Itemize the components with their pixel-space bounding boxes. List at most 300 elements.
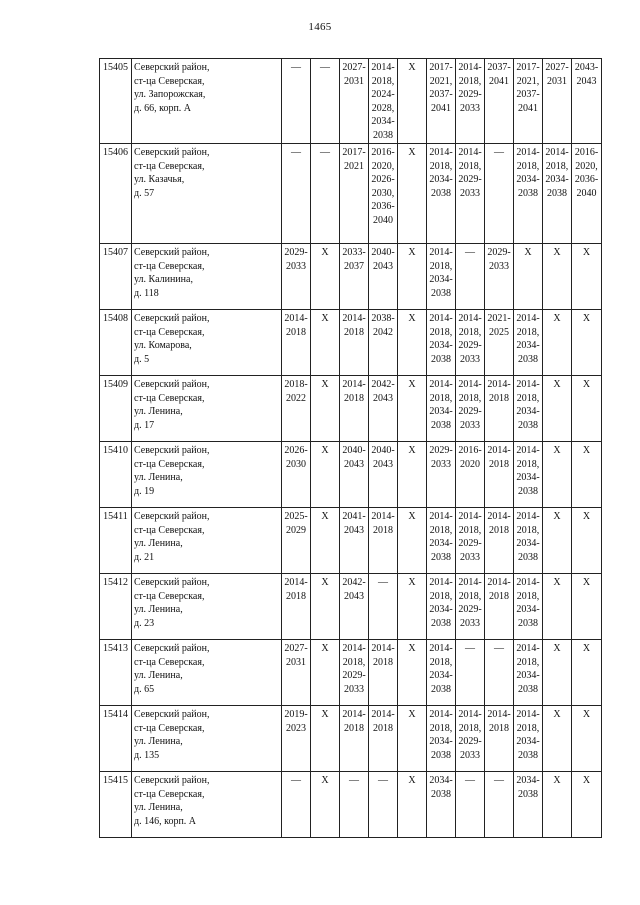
period-line: 2034-: [516, 538, 540, 549]
period-line: 2014-: [487, 709, 511, 720]
period-line: 2018,: [458, 722, 482, 734]
period-line: 2018: [373, 722, 393, 734]
period-line: 2014-: [516, 577, 540, 588]
period-line: 2024-: [371, 89, 395, 100]
row-number-cell: 15408: [100, 310, 132, 376]
table-row: [100, 772, 602, 838]
address-line: ул. Ленина,: [134, 736, 183, 747]
period-cell: [543, 772, 572, 838]
period-line: 2014-: [429, 643, 453, 654]
period-line: 2018,: [342, 656, 366, 668]
period-line: 2041: [431, 102, 451, 114]
period-line: 2023: [286, 722, 306, 734]
period-line: X: [321, 379, 329, 390]
period-line: X: [408, 147, 416, 158]
address-line: ул. Калинина,: [134, 274, 193, 285]
address-cell: [132, 508, 282, 574]
period-line: 2014-: [371, 62, 395, 73]
schedule-table: [99, 58, 602, 838]
period-cell: [369, 442, 398, 508]
period-cell: [572, 144, 602, 244]
page-number: 1465: [308, 21, 332, 33]
period-line: 2038-: [371, 313, 395, 324]
period-line: X: [582, 643, 591, 654]
period-cell: [282, 59, 311, 144]
period-cell: [311, 640, 340, 706]
period-cell: [282, 706, 311, 772]
period-cell: [340, 310, 369, 376]
address-line: д. 135: [134, 749, 160, 761]
period-line: 2014-: [487, 379, 511, 390]
period-line: 2022: [286, 392, 306, 404]
period-line: 2014-: [284, 313, 308, 324]
period-line: —: [378, 775, 388, 786]
table-row: [100, 706, 602, 772]
period-cell: [398, 244, 427, 310]
address-line: Северский район,: [134, 775, 210, 786]
period-line: 2018,: [429, 590, 453, 602]
period-line: 2029-: [458, 538, 482, 549]
period-line: 2027-: [284, 643, 308, 654]
period-line: 2014-: [458, 511, 482, 522]
period-line: 2043: [576, 75, 597, 87]
period-line: 2014-: [342, 643, 366, 654]
period-line: 2018: [373, 656, 393, 668]
period-line: 2037-: [429, 89, 453, 100]
period-cell: [427, 442, 456, 508]
period-line: —: [494, 775, 504, 786]
period-line: 2021,: [429, 75, 453, 87]
period-line: 2033: [344, 683, 364, 695]
period-cell: [572, 574, 602, 640]
period-line: 2014-: [342, 313, 366, 324]
period-line: 2038: [431, 749, 451, 761]
period-line: X: [321, 709, 329, 720]
period-line: —: [349, 775, 359, 786]
table-row: [100, 244, 602, 310]
period-line: 2042-: [342, 577, 366, 588]
period-cell: [427, 772, 456, 838]
period-line: 2034-: [371, 116, 395, 127]
address-line: д. 57: [134, 187, 155, 199]
period-cell: [485, 508, 514, 574]
address-cell: [132, 376, 282, 442]
period-cell: [311, 376, 340, 442]
period-cell: [572, 244, 602, 310]
address-line: Северский район,: [134, 313, 210, 324]
period-line: 2038: [431, 187, 451, 199]
address-line: д. 65: [134, 683, 155, 695]
period-line: 2016-: [371, 147, 395, 158]
period-line: 2020,: [371, 160, 395, 172]
period-line: 2034-: [429, 775, 453, 786]
period-line: 2041: [518, 102, 538, 114]
period-line: 2018,: [545, 160, 569, 172]
period-cell: [456, 772, 485, 838]
period-line: 2030,: [371, 187, 395, 199]
period-line: 2043: [373, 260, 393, 272]
period-cell: [340, 144, 369, 244]
period-line: 2029-: [342, 670, 366, 681]
period-line: 2014-: [516, 147, 540, 158]
period-line: 2029: [286, 524, 306, 536]
period-line: 2018,: [429, 656, 453, 668]
address-line: ст-ца Северская,: [134, 326, 205, 338]
period-line: 2018,: [371, 75, 395, 87]
period-cell: [572, 772, 602, 838]
period-cell: [514, 508, 543, 574]
period-line: 2043: [373, 392, 393, 404]
period-line: X: [321, 247, 329, 258]
period-line: X: [408, 643, 416, 654]
period-cell: [340, 59, 369, 144]
period-line: 2038: [518, 617, 538, 629]
address-line: ул. Ленина,: [134, 538, 183, 549]
period-cell: [398, 310, 427, 376]
period-line: X: [408, 247, 416, 258]
address-line: Северский район,: [134, 709, 210, 720]
address-cell: [132, 772, 282, 838]
period-line: 2033: [460, 551, 480, 563]
period-cell: [398, 640, 427, 706]
period-cell: [282, 442, 311, 508]
period-cell: [543, 59, 572, 144]
period-line: 2014-: [487, 577, 511, 588]
period-cell: [369, 59, 398, 144]
period-line: 2017-: [342, 147, 366, 158]
period-line: 2014-: [516, 313, 540, 324]
period-line: 2033: [460, 187, 480, 199]
row-number-cell: 15405: [100, 59, 132, 144]
period-cell: [369, 144, 398, 244]
period-line: 2029-: [487, 247, 511, 258]
period-line: 2034-: [429, 736, 453, 747]
period-line: 2021-: [487, 313, 511, 324]
period-cell: [369, 640, 398, 706]
period-line: 2040-: [342, 445, 366, 456]
period-line: 2041-: [342, 511, 366, 522]
period-cell: [485, 772, 514, 838]
period-line: 2033: [460, 102, 480, 114]
table-body: [100, 59, 602, 838]
period-line: 2014-: [487, 445, 511, 456]
period-line: 2018: [344, 392, 364, 404]
period-line: 2014-: [342, 709, 366, 720]
period-line: 2027-: [342, 62, 366, 73]
period-cell: [543, 244, 572, 310]
period-cell: [572, 376, 602, 442]
period-cell: [340, 442, 369, 508]
period-cell: [282, 244, 311, 310]
period-line: 2038: [547, 187, 567, 199]
period-cell: [485, 706, 514, 772]
period-cell: [427, 376, 456, 442]
period-line: 2020: [460, 458, 480, 470]
address-line: д. 66, корп. А: [134, 102, 192, 114]
period-line: 2018,: [458, 326, 482, 338]
period-line: 2014-: [371, 643, 395, 654]
period-line: 2017-: [516, 62, 540, 73]
period-line: 2014-: [458, 379, 482, 390]
period-cell: [398, 442, 427, 508]
period-line: X: [553, 643, 561, 654]
period-cell: [514, 640, 543, 706]
period-line: 2014-: [429, 313, 453, 324]
period-line: 2034-: [429, 670, 453, 681]
period-line: 2038: [518, 187, 538, 199]
address-line: ст-ца Северская,: [134, 260, 205, 272]
period-cell: [456, 244, 485, 310]
period-line: X: [408, 445, 416, 456]
period-line: X: [582, 709, 591, 720]
period-line: 2034-: [516, 340, 540, 351]
period-line: 2029-: [458, 174, 482, 185]
period-cell: [572, 442, 602, 508]
period-cell: [456, 706, 485, 772]
period-line: X: [553, 775, 561, 786]
period-cell: [369, 376, 398, 442]
address-line: ст-ца Северская,: [134, 75, 205, 87]
period-line: 2034-: [516, 775, 540, 786]
period-cell: [369, 508, 398, 574]
period-cell: [398, 144, 427, 244]
period-line: 2018,: [516, 590, 540, 602]
period-line: 2033: [489, 260, 509, 272]
period-line: 2038: [431, 617, 451, 629]
address-line: ст-ца Северская,: [134, 160, 205, 172]
period-line: 2014-: [429, 247, 453, 258]
period-cell: [340, 508, 369, 574]
period-cell: [572, 59, 602, 144]
period-line: 2038: [431, 419, 451, 431]
period-cell: [398, 574, 427, 640]
period-line: 2014-: [516, 445, 540, 456]
address-line: д. 17: [134, 419, 155, 431]
period-cell: [282, 508, 311, 574]
period-line: 2040-: [371, 445, 395, 456]
period-line: 2033: [460, 353, 480, 365]
row-number-cell: 15412: [100, 574, 132, 640]
period-line: 2018,: [429, 160, 453, 172]
period-line: X: [321, 643, 329, 654]
address-line: ст-ца Северская,: [134, 590, 205, 602]
address-line: ул. Ленина,: [134, 670, 183, 681]
period-cell: [456, 376, 485, 442]
period-line: X: [553, 247, 561, 258]
period-line: —: [320, 147, 330, 158]
period-cell: [427, 640, 456, 706]
period-cell: [340, 772, 369, 838]
period-cell: [485, 574, 514, 640]
period-cell: [485, 310, 514, 376]
address-line: Северский район,: [134, 147, 210, 158]
period-cell: [369, 310, 398, 376]
period-line: X: [582, 577, 591, 588]
address-cell: [132, 574, 282, 640]
period-line: 2018: [489, 524, 509, 536]
period-cell: [456, 574, 485, 640]
period-cell: [282, 144, 311, 244]
period-cell: [456, 640, 485, 706]
period-line: 2014-: [545, 147, 569, 158]
period-cell: [282, 772, 311, 838]
period-line: 2018: [286, 326, 306, 338]
period-line: 2038: [518, 788, 538, 800]
period-line: 2014-: [487, 511, 511, 522]
period-line: 2014-: [429, 577, 453, 588]
period-line: X: [553, 379, 561, 390]
address-line: ст-ца Северская,: [134, 656, 205, 668]
period-line: 2016-: [574, 147, 599, 158]
period-line: X: [553, 313, 561, 324]
table-row: [100, 508, 602, 574]
period-line: 2029-: [458, 736, 482, 747]
period-cell: [543, 706, 572, 772]
period-line: X: [321, 511, 329, 522]
period-line: 2029-: [458, 89, 482, 100]
period-line: 2014-: [458, 577, 482, 588]
period-line: 2028,: [371, 102, 395, 114]
address-line: ул. Запорожская,: [134, 89, 206, 100]
period-line: —: [320, 62, 330, 73]
period-line: 2018: [489, 458, 509, 470]
period-line: 2031: [547, 75, 567, 87]
address-line: ст-ца Северская,: [134, 458, 205, 470]
period-line: 2021: [344, 160, 364, 172]
period-line: 2018,: [429, 260, 453, 272]
period-line: 2037-: [487, 62, 511, 73]
period-cell: [427, 59, 456, 144]
period-cell: [340, 706, 369, 772]
period-line: X: [408, 313, 416, 324]
period-cell: [427, 706, 456, 772]
address-line: Северский район,: [134, 577, 210, 588]
period-line: 2017-: [429, 62, 453, 73]
period-line: 2014-: [516, 379, 540, 390]
period-line: X: [582, 775, 591, 786]
period-line: 2014-: [284, 577, 308, 588]
period-line: 2040: [576, 187, 597, 199]
period-cell: [427, 144, 456, 244]
period-line: —: [465, 775, 475, 786]
period-line: 2034-: [516, 604, 540, 615]
address-cell: [132, 144, 282, 244]
period-cell: [311, 244, 340, 310]
period-line: 2014-: [429, 147, 453, 158]
period-line: 2026-: [371, 174, 395, 185]
period-cell: [398, 706, 427, 772]
period-cell: [456, 442, 485, 508]
address-line: Северский район,: [134, 247, 210, 258]
period-line: 2025-: [284, 511, 308, 522]
period-line: 2034-: [429, 340, 453, 351]
period-line: 2040-: [371, 247, 395, 258]
period-cell: [398, 508, 427, 574]
period-line: 2038: [431, 683, 451, 695]
period-line: 2034-: [429, 174, 453, 185]
period-line: —: [465, 643, 475, 654]
period-line: 2018: [373, 524, 393, 536]
period-cell: [282, 310, 311, 376]
address-line: Северский район,: [134, 643, 210, 654]
address-cell: [132, 59, 282, 144]
period-line: 2018,: [429, 524, 453, 536]
period-line: X: [582, 313, 591, 324]
period-line: X: [553, 577, 561, 588]
period-line: 2038: [518, 419, 538, 431]
period-line: 2034-: [429, 274, 453, 285]
period-line: 2043-: [574, 62, 599, 73]
period-line: X: [524, 247, 532, 258]
period-line: —: [291, 775, 301, 786]
period-line: 2016-: [458, 445, 482, 456]
period-cell: [514, 772, 543, 838]
table-row: [100, 144, 602, 244]
period-cell: [398, 376, 427, 442]
period-line: 2018,: [429, 722, 453, 734]
period-line: 2030: [286, 458, 306, 470]
period-line: 2036-: [371, 201, 395, 212]
period-line: 2033: [460, 749, 480, 761]
period-cell: [485, 144, 514, 244]
period-cell: [514, 442, 543, 508]
period-line: 2018,: [516, 160, 540, 172]
period-line: 2031: [344, 75, 364, 87]
address-line: ст-ца Северская,: [134, 788, 205, 800]
period-line: 2038: [518, 683, 538, 695]
period-line: 2043: [344, 524, 364, 536]
period-cell: [456, 59, 485, 144]
period-line: 2014-: [371, 709, 395, 720]
address-cell: [132, 640, 282, 706]
address-line: ул. Ленина,: [134, 802, 183, 813]
period-line: —: [291, 147, 301, 158]
period-line: 2043: [344, 590, 364, 602]
period-cell: [340, 574, 369, 640]
period-line: 2027-: [545, 62, 569, 73]
period-line: 2018: [286, 590, 306, 602]
period-cell: [311, 144, 340, 244]
period-cell: [311, 706, 340, 772]
period-line: 2018,: [516, 524, 540, 536]
period-line: 2018,: [458, 75, 482, 87]
period-cell: [485, 442, 514, 508]
period-line: 2038: [431, 551, 451, 563]
address-line: Северский район,: [134, 379, 210, 390]
period-line: 2018: [344, 722, 364, 734]
period-line: 2014-: [342, 379, 366, 390]
period-line: 2018: [489, 722, 509, 734]
period-line: 2029-: [458, 406, 482, 417]
row-number-cell: 15409: [100, 376, 132, 442]
period-line: —: [378, 577, 388, 588]
period-line: 2018,: [458, 524, 482, 536]
row-number-cell: 15411: [100, 508, 132, 574]
period-line: 2033: [286, 260, 306, 272]
address-line: ул. Ленина,: [134, 472, 183, 483]
period-cell: [282, 376, 311, 442]
period-line: 2018,: [516, 392, 540, 404]
period-line: 2018: [489, 590, 509, 602]
period-line: X: [408, 511, 416, 522]
period-line: 2019-: [284, 709, 308, 720]
address-line: ул. Ленина,: [134, 406, 183, 417]
period-line: 2034-: [516, 670, 540, 681]
period-line: 2018,: [516, 458, 540, 470]
period-line: 2034-: [429, 538, 453, 549]
table-row: [100, 310, 602, 376]
period-line: 2040: [373, 214, 393, 226]
